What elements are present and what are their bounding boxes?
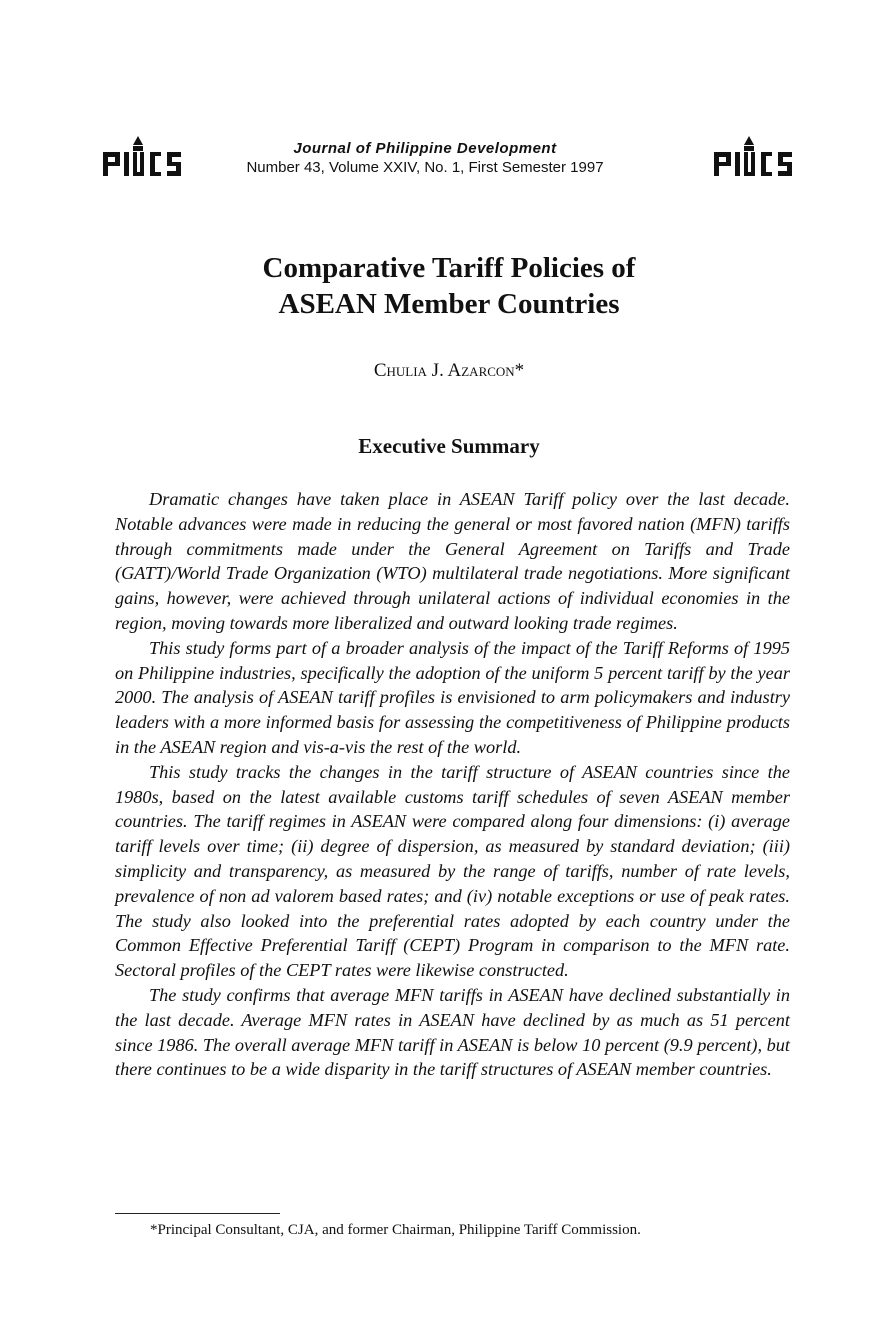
article-title <box>150 250 748 322</box>
journal-name: Journal of Philippine Development <box>293 140 557 157</box>
footnote: *Principal Consultant, CJA, and former Chairman, Philippine Tariff Commission. <box>150 1222 641 1238</box>
footnote-divider <box>115 1213 280 1214</box>
title-line-2: ASEAN Member Countries <box>278 288 620 320</box>
article-body <box>115 487 790 1082</box>
body-paragraph: This study forms part of a broader analysis of the impact of the Tariff Reforms of 1995 on Philippine industries, specifically the adoption of the uniform 5 percent tariff by the year 2000. The analysis of ASEAN tariff profiles is envisioned to arm policymakers and industry leaders with a more informed basis for assessing the competitiveness of Philippine products in the ASEAN region and vis-a-vis the rest of the world. <box>115 637 790 757</box>
author-name: Chulia J. Azarcon* <box>373 360 525 381</box>
body-paragraph: The study confirms that average MFN tariffs in ASEAN have declined substantially in the last decade. Average MFN rates in ASEAN have declined by as much as 51 percent since 1986. The overall average MFN tariff in ASEAN is below 10 percent (9.9 percent), but there continues to be a wide disparity in the tariff structures of ASEAN member countries. <box>115 984 790 1080</box>
pids-logo-icon <box>714 136 792 178</box>
title-line-1: Comparative Tariff Policies of <box>262 252 636 284</box>
journal-header <box>220 140 630 177</box>
section-heading: Executive Summary <box>358 434 540 458</box>
body-paragraph: This study tracks the changes in the tariff structure of ASEAN countries since the 1980s, based on the latest available customs tariff schedules of seven ASEAN member countries. The tariff regimes in ASEAN were compared along four dimensions: (i) average tariff levels over time; (ii) degree of dispersion, as measured by standard deviation; (iii) simplicity and transparency, as measured by the range of tariffs, number of rate levels, prevalence of non ad valorem based rates; and (iv) notable exceptions or use of peak rates. The study also looked into the preferential rates adopted by each country under the Common Effective Preferential Tariff (CEPT) Program in comparison to the MFN rate. Sectoral profiles of the CEPT rates were likewise constructed. <box>115 761 790 981</box>
pids-logo-icon <box>103 136 181 178</box>
body-paragraph: Dramatic changes have taken place in ASEAN Tariff policy over the last decade. Notable advances were made in reducing the general or most favored nation (MFN) tariffs through commitments made under the General Agreement on Tariffs and Trade (GATT)/World Trade Organization (WTO) multilateral trade negotiations. More significant gains, however, were achieved through unilateral actions of individual economies in the region, moving towards more liberalized and outward looking trade regimes. <box>115 489 790 633</box>
journal-issue: Number 43, Volume XXIV, No. 1, First Semester 1997 <box>246 159 604 176</box>
